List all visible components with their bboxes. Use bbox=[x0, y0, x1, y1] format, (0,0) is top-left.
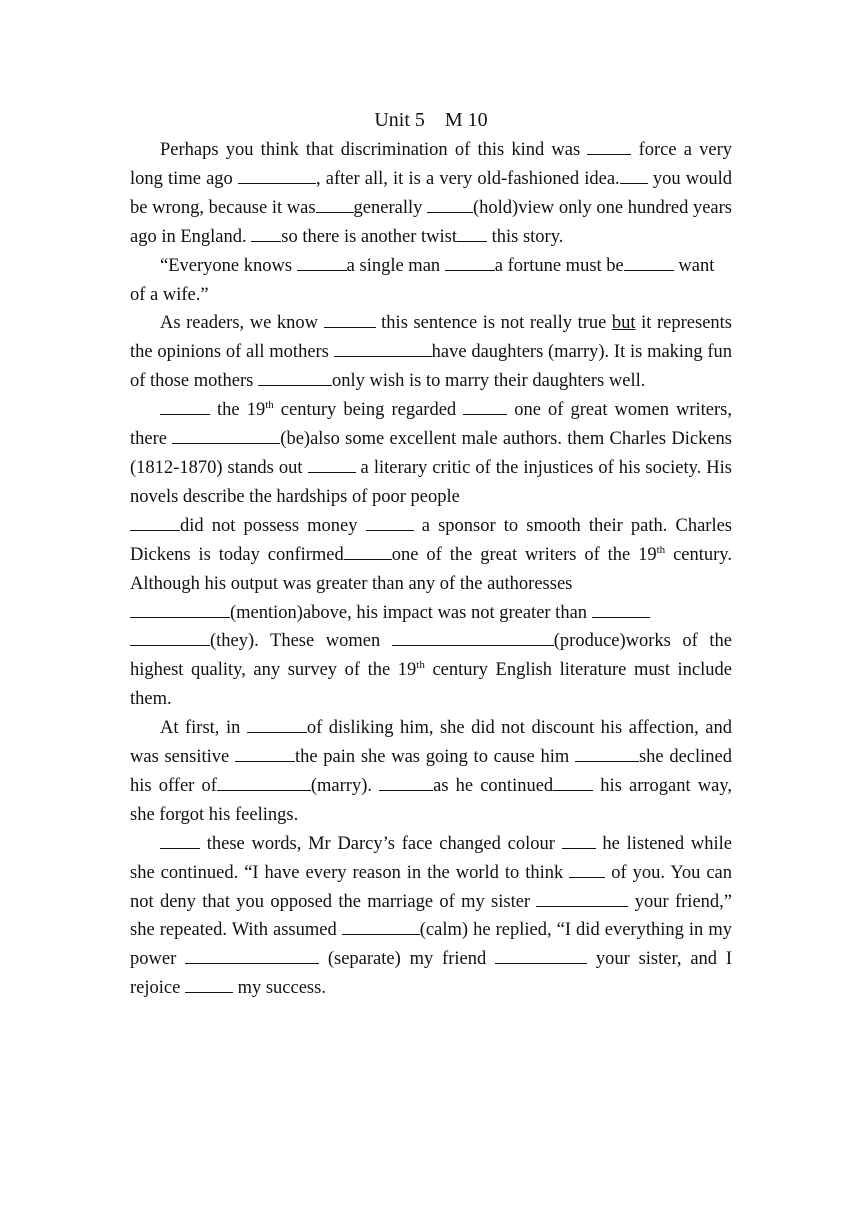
blank[interactable] bbox=[562, 830, 596, 849]
blank[interactable] bbox=[342, 916, 420, 935]
text: you would be wrong, because it was bbox=[130, 168, 732, 218]
paragraph-4 bbox=[130, 396, 732, 512]
blank[interactable] bbox=[463, 396, 507, 415]
blank[interactable] bbox=[379, 772, 433, 791]
page-title: Unit 5 M 10 bbox=[374, 109, 488, 131]
text: so there is another twist bbox=[281, 226, 457, 247]
text: she declined his offer of bbox=[130, 747, 733, 796]
text: (mention)above, his impact was not greater than bbox=[230, 602, 592, 623]
blank[interactable] bbox=[185, 945, 319, 964]
text: your sister, and I rejoice bbox=[130, 949, 732, 999]
text: (calm) he replied, “I did everything in my power bbox=[130, 920, 732, 970]
text: the pain she was going to cause him bbox=[294, 747, 575, 768]
blank[interactable] bbox=[185, 974, 233, 993]
blank[interactable] bbox=[297, 252, 347, 271]
blank[interactable] bbox=[366, 512, 414, 531]
text: century being regarded bbox=[273, 400, 464, 421]
underlined-word: but bbox=[611, 313, 636, 334]
paragraph-2 bbox=[130, 252, 732, 310]
blank[interactable] bbox=[392, 627, 554, 646]
worksheet-page bbox=[130, 104, 732, 1003]
text: generally bbox=[353, 197, 427, 218]
text: as he continued bbox=[433, 775, 554, 796]
text: (hold)view only one hundred years ago in England. bbox=[130, 197, 732, 247]
text: century. Although his output was greater than any of the authoresses bbox=[130, 544, 732, 594]
superscript: th bbox=[656, 543, 666, 556]
text: a single man bbox=[346, 255, 445, 276]
blank[interactable] bbox=[160, 830, 200, 849]
text: have daughters (marry). It is making fun of those mothers bbox=[130, 342, 732, 392]
blank[interactable] bbox=[160, 396, 210, 415]
text: a sponsor to smooth their path. Charles Dickens is today confirmed bbox=[130, 515, 732, 565]
blank[interactable] bbox=[130, 627, 210, 646]
text: he listened while she continued. “I have every reason in the world to think bbox=[130, 833, 732, 883]
blank[interactable] bbox=[334, 338, 432, 357]
text: it represents the opinions of all mothers bbox=[130, 313, 732, 363]
blank[interactable] bbox=[575, 743, 639, 762]
text: a literary critic of the injustices of his society. His novels describe the hardships of poor people bbox=[130, 457, 733, 507]
text: this story. bbox=[486, 226, 564, 247]
blank[interactable] bbox=[427, 194, 473, 213]
blank[interactable] bbox=[495, 945, 587, 964]
text: force a very long time ago bbox=[130, 140, 733, 189]
text: these words, Mr Darcy’s face changed colour bbox=[200, 833, 562, 854]
blank[interactable] bbox=[251, 223, 281, 242]
paragraph-4-cont bbox=[130, 512, 732, 599]
text: want of a wife.” bbox=[130, 255, 715, 305]
blank[interactable] bbox=[553, 772, 593, 791]
blank[interactable] bbox=[258, 367, 332, 386]
blank[interactable] bbox=[587, 136, 631, 155]
text: of disliking him, she did not discount his affection, and was sensitive bbox=[130, 718, 732, 768]
text: the 19 bbox=[210, 400, 266, 421]
paragraph-4-end bbox=[130, 627, 732, 714]
text: only wish is to marry their daughters well. bbox=[331, 371, 646, 392]
blank[interactable] bbox=[624, 252, 674, 271]
blank[interactable] bbox=[172, 425, 280, 444]
text: (produce)works of the highest quality, any survey of the 19 bbox=[130, 631, 732, 681]
text: “Everyone knows bbox=[160, 255, 297, 276]
text: (be)also some excellent male authors. them Charles Dickens (1812-1870) stands out bbox=[130, 429, 732, 478]
superscript: th bbox=[416, 659, 425, 672]
blank[interactable] bbox=[235, 743, 295, 762]
text: his arrogant way, she forgot his feelings. bbox=[130, 775, 733, 825]
text: At first, in bbox=[160, 718, 247, 739]
paragraph-3 bbox=[130, 309, 732, 396]
text: my success. bbox=[232, 978, 326, 999]
text: did not possess money bbox=[180, 515, 366, 536]
blank[interactable] bbox=[457, 223, 487, 242]
text: one of the great writers of the 19 bbox=[391, 544, 657, 565]
paragraph-6 bbox=[130, 830, 732, 1003]
text: one of great women writers, there bbox=[130, 400, 733, 450]
text: (separate) my friend bbox=[319, 949, 496, 970]
blank[interactable] bbox=[217, 772, 311, 791]
blank[interactable] bbox=[308, 454, 356, 473]
text: a fortune must be bbox=[494, 255, 624, 276]
blank[interactable] bbox=[316, 194, 354, 213]
text: , after all, it is a very old-fashioned idea. bbox=[315, 168, 620, 189]
paragraph-1 bbox=[130, 136, 732, 252]
blank[interactable] bbox=[344, 541, 392, 560]
blank[interactable] bbox=[324, 309, 376, 328]
blank[interactable] bbox=[620, 165, 648, 184]
blank[interactable] bbox=[130, 599, 230, 618]
text: century English literature must include them. bbox=[130, 660, 732, 710]
text: (they). These women bbox=[210, 631, 392, 652]
blank[interactable] bbox=[592, 599, 650, 618]
blank[interactable] bbox=[247, 714, 307, 733]
text: Perhaps you think that discrimination of this kind was bbox=[160, 140, 588, 160]
blank[interactable] bbox=[238, 165, 316, 184]
paragraph-5 bbox=[130, 714, 732, 830]
blank[interactable] bbox=[569, 859, 605, 878]
superscript: th bbox=[265, 399, 274, 411]
text: (marry). bbox=[310, 775, 380, 796]
blank[interactable] bbox=[536, 888, 628, 907]
blank[interactable] bbox=[445, 252, 495, 271]
text: of you. You can not deny that you opposed the marriage of my sister bbox=[130, 862, 733, 912]
text: this sentence is not really true bbox=[375, 313, 612, 334]
paragraph-4-line bbox=[130, 599, 732, 628]
text: your friend,” she repeated. With assumed bbox=[130, 891, 732, 941]
blank[interactable] bbox=[130, 512, 180, 531]
text: As readers, we know bbox=[160, 313, 324, 334]
